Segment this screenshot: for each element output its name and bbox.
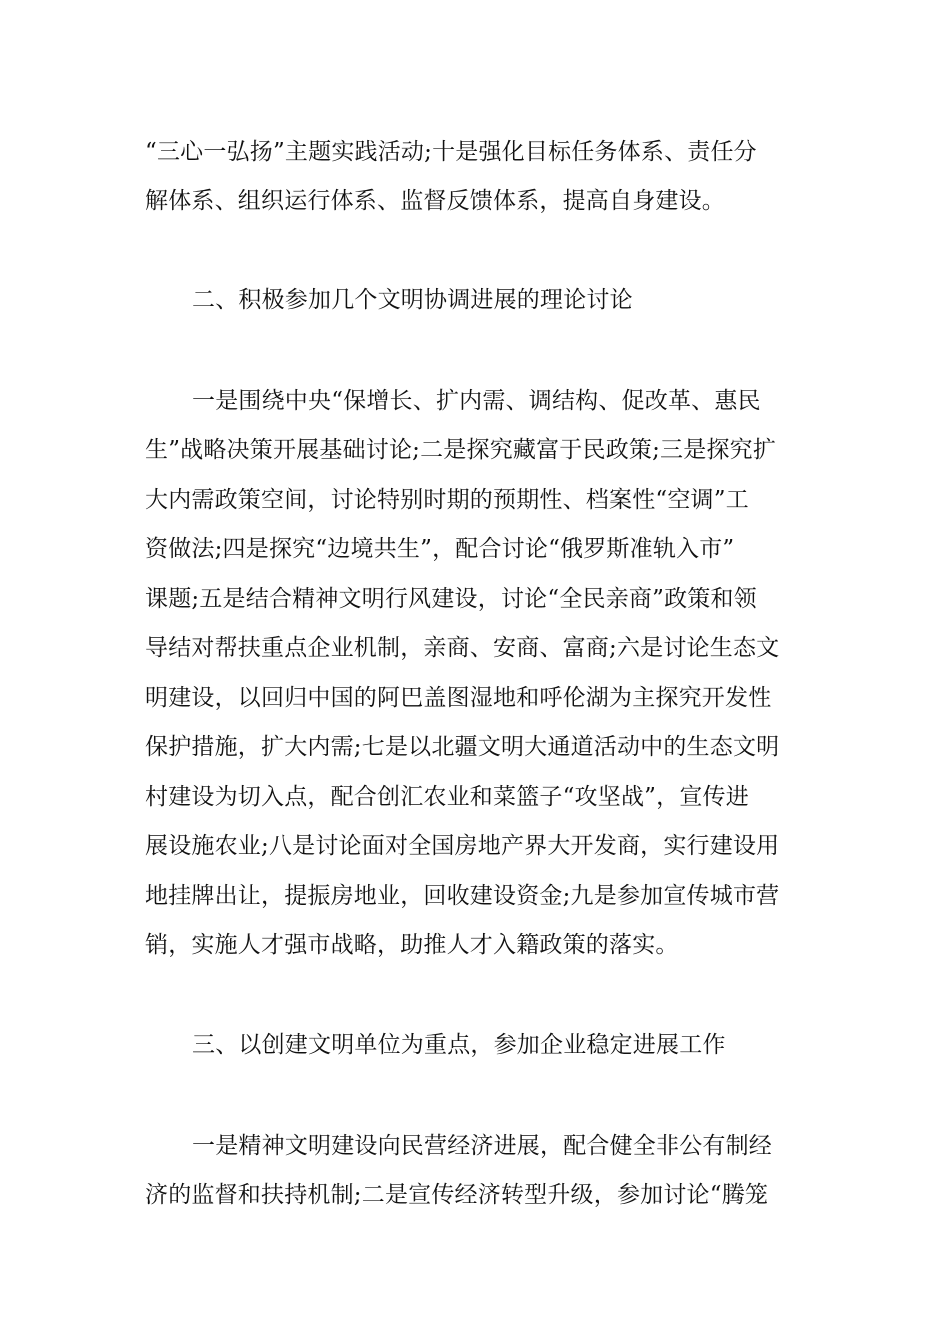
paragraph-line: 销，实施人才强市战略，助推人才入籍政策的落实。 bbox=[145, 932, 679, 958]
paragraph-line: 大内需政策空间，讨论特别时期的预期性、档案性“空调”工 bbox=[145, 487, 749, 513]
paragraph-line: 生”战略决策开展基础讨论;二是探究藏富于民政策;三是探究扩 bbox=[145, 437, 777, 463]
section-heading-2: 二、积极参加几个文明协调进展的理论讨论 bbox=[192, 287, 633, 313]
paragraph-line: 展设施农业;八是讨论面对全国房地产界大开发商，实行建设用 bbox=[145, 833, 780, 859]
paragraph-line: 地挂牌出让，提振房地业，回收建设资金;九是参加宣传城市营 bbox=[145, 883, 780, 909]
paragraph-line: 一是围绕中央“保增长、扩内需、调结构、促改革、惠民 bbox=[192, 388, 761, 414]
paragraph-line: “三心一弘扬”主题实践活动;十是强化目标任务体系、责任分 bbox=[145, 139, 757, 165]
section-heading-3: 三、以创建文明单位为重点，参加企业稳定进展工作 bbox=[192, 1032, 726, 1058]
paragraph-line: 济的监督和扶持机制;二是宣传经济转型升级，参加讨论“腾笼 bbox=[145, 1182, 769, 1208]
paragraph-line: 资做法;四是探究“边境共生”，配合讨论“俄罗斯准轨入市” bbox=[145, 536, 735, 562]
paragraph-line: 解体系、组织运行体系、监督反馈体系，提高自身建设。 bbox=[145, 188, 725, 214]
paragraph-line: 明建设，以回归中国的阿巴盖图湿地和呼伦湖为主探究开发性 bbox=[145, 685, 772, 711]
paragraph-line: 保护措施，扩大内需;七是以北疆文明大通道活动中的生态文明 bbox=[145, 734, 780, 760]
paragraph-line: 课题;五是结合精神文明行风建设，讨论“全民亲商”政策和领 bbox=[145, 586, 757, 612]
paragraph-line: 一是精神文明建设向民营经济进展，配合健全非公有制经 bbox=[192, 1133, 772, 1159]
paragraph-line: 导结对帮扶重点企业机制，亲商、安商、富商;六是讨论生态文 bbox=[145, 635, 780, 661]
paragraph-line: 村建设为切入点，配合创汇农业和菜篮子“攻坚战”，宣传进 bbox=[145, 784, 749, 810]
